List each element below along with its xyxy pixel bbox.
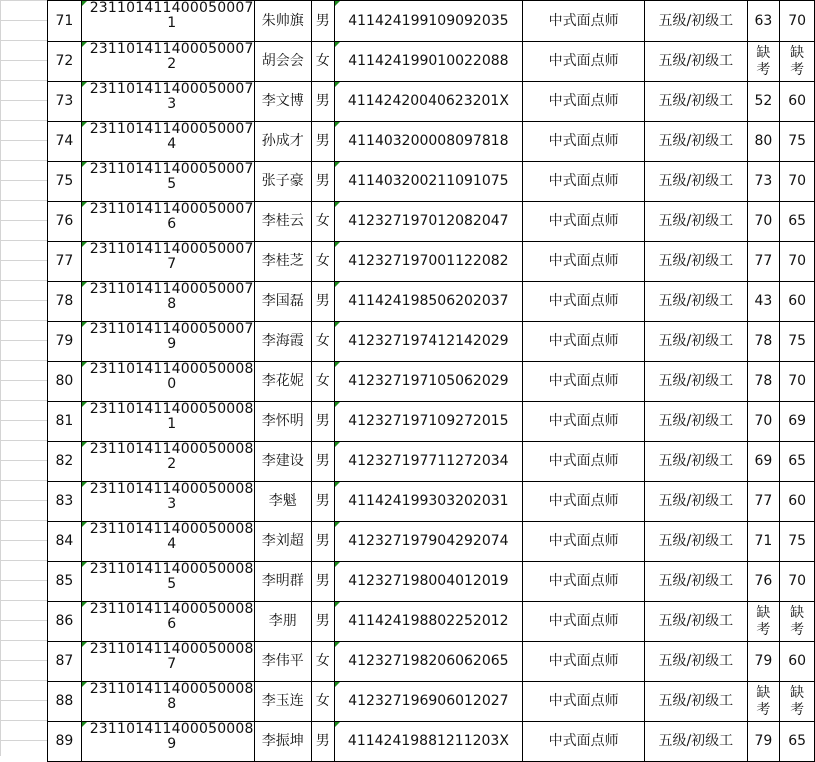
cell-ticket-number[interactable]	[81, 322, 254, 362]
exam-results-table	[47, 0, 815, 762]
cell-name[interactable]: 李国磊	[254, 282, 311, 322]
cell-number[interactable]: 71	[48, 1, 82, 42]
cell-ticket-number[interactable]	[81, 482, 254, 522]
cell-gender[interactable]: 男	[311, 402, 334, 442]
cell-level[interactable]: 五级/初级工	[645, 682, 747, 722]
ticket-number-part-1: 231101411400050008	[89, 401, 254, 417]
score-absent-char: 考	[756, 701, 771, 718]
cell-level[interactable]: 五级/初级工	[645, 362, 747, 402]
ticket-number-part-2: 2	[167, 56, 177, 72]
cell-number[interactable]: 84	[48, 522, 82, 562]
cell-level[interactable]: 五级/初级工	[645, 482, 747, 522]
cell-score-practical[interactable]: 70	[780, 1, 815, 42]
cell-number[interactable]: 78	[48, 282, 82, 322]
cell-name[interactable]: 李振坤	[254, 722, 311, 762]
cell-name[interactable]: 李朋	[254, 602, 311, 642]
cell-score-practical[interactable]: 75	[780, 322, 815, 362]
cell-number[interactable]: 88	[48, 682, 82, 722]
cell-score-theory[interactable]: 70	[747, 402, 780, 442]
cell-id-number[interactable]: 411403200008097818	[334, 122, 522, 162]
cell-score-theory[interactable]	[747, 42, 780, 82]
cell-ticket-number[interactable]	[81, 202, 254, 242]
cell-id-number[interactable]: 412327197109272015	[334, 402, 522, 442]
cell-level[interactable]: 五级/初级工	[645, 322, 747, 362]
score-absent-text	[780, 605, 814, 639]
cell-level[interactable]: 五级/初级工	[645, 602, 747, 642]
cell-name[interactable]: 李文博	[254, 82, 311, 122]
ticket-number-part-1: 231101411400050008	[89, 601, 254, 617]
cell-gender[interactable]: 男	[311, 562, 334, 602]
cell-occupation[interactable]: 中式面点师	[523, 522, 645, 562]
cell-score-practical[interactable]: 65	[780, 202, 815, 242]
cell-occupation[interactable]: 中式面点师	[523, 42, 645, 82]
cell-id-number[interactable]: 412327198004012019	[334, 562, 522, 602]
cell-gender[interactable]: 男	[311, 722, 334, 762]
cell-score-practical[interactable]: 65	[780, 722, 815, 762]
cell-ticket-number[interactable]	[81, 122, 254, 162]
cell-number[interactable]: 79	[48, 322, 82, 362]
cell-occupation[interactable]: 中式面点师	[523, 242, 645, 282]
table-row	[48, 402, 815, 442]
cell-gender[interactable]: 男	[311, 602, 334, 642]
ticket-number-part-1: 231101411400050008	[89, 481, 254, 497]
cell-level[interactable]: 五级/初级工	[645, 722, 747, 762]
cell-name[interactable]: 胡会会	[254, 42, 311, 82]
cell-occupation[interactable]: 中式面点师	[523, 162, 645, 202]
table-row	[48, 562, 815, 602]
cell-ticket-number[interactable]	[81, 402, 254, 442]
cell-id-number[interactable]: 412327197105062029	[334, 362, 522, 402]
ticket-number-part-2: 0	[167, 376, 177, 392]
cell-ticket-number[interactable]	[81, 362, 254, 402]
cell-level[interactable]: 五级/初级工	[645, 642, 747, 682]
cell-gender[interactable]: 女	[311, 242, 334, 282]
cell-id-number[interactable]: 41142419881211203X	[334, 722, 522, 762]
cell-id-number[interactable]: 412327197412142029	[334, 322, 522, 362]
cell-gender[interactable]: 男	[311, 522, 334, 562]
cell-ticket-number[interactable]	[81, 242, 254, 282]
score-absent-text	[780, 685, 814, 719]
cell-score-theory[interactable]: 71	[747, 522, 780, 562]
cell-number[interactable]: 87	[48, 642, 82, 682]
ticket-number-part-1: 231101411400050007	[89, 121, 254, 137]
cell-id-number[interactable]: 411403200211091075	[334, 162, 522, 202]
cell-occupation[interactable]: 中式面点师	[523, 122, 645, 162]
score-absent-char: 缺	[790, 44, 805, 61]
cell-id-number[interactable]: 411424199010022088	[334, 42, 522, 82]
cell-level[interactable]: 五级/初级工	[645, 202, 747, 242]
table-row	[48, 82, 815, 122]
cell-name[interactable]: 孙成才	[254, 122, 311, 162]
cell-level[interactable]: 五级/初级工	[645, 42, 747, 82]
ticket-number-part-2: 8	[167, 696, 177, 712]
cell-score-theory[interactable]: 77	[747, 242, 780, 282]
ticket-number-part-1: 231101411400050007	[89, 41, 254, 57]
cell-score-theory[interactable]: 52	[747, 82, 780, 122]
ticket-number-part-1: 231101411400050008	[89, 641, 254, 657]
cell-id-number[interactable]: 412327197001122082	[334, 242, 522, 282]
cell-occupation[interactable]: 中式面点师	[523, 682, 645, 722]
cell-gender[interactable]: 男	[311, 1, 334, 42]
score-absent-char: 考	[790, 621, 805, 638]
cell-ticket-number[interactable]	[81, 562, 254, 602]
ticket-number-part-2: 5	[167, 576, 177, 592]
score-absent-char: 缺	[790, 604, 805, 621]
cell-score-theory[interactable]: 80	[747, 122, 780, 162]
cell-occupation[interactable]: 中式面点师	[523, 602, 645, 642]
cell-number[interactable]: 73	[48, 82, 82, 122]
cell-ticket-number[interactable]	[81, 162, 254, 202]
cell-occupation[interactable]: 中式面点师	[523, 1, 645, 42]
table-row	[48, 42, 815, 82]
cell-level[interactable]: 五级/初级工	[645, 242, 747, 282]
cell-level[interactable]: 五级/初级工	[645, 82, 747, 122]
cell-ticket-number[interactable]	[81, 602, 254, 642]
cell-id-number[interactable]: 412327197904292074	[334, 522, 522, 562]
cell-gender[interactable]: 男	[311, 162, 334, 202]
cell-score-practical[interactable]: 70	[780, 242, 815, 282]
cell-name[interactable]: 李花妮	[254, 362, 311, 402]
cell-score-practical[interactable]	[780, 682, 815, 722]
cell-name[interactable]: 李桂芝	[254, 242, 311, 282]
cell-level[interactable]: 五级/初级工	[645, 522, 747, 562]
cell-score-practical[interactable]: 65	[780, 442, 815, 482]
ticket-number-part-1: 231101411400050008	[89, 721, 254, 737]
table-row	[48, 522, 815, 562]
cell-level[interactable]: 五级/初级工	[645, 442, 747, 482]
cell-name[interactable]: 李刘超	[254, 522, 311, 562]
ticket-number-part-2: 7	[167, 656, 177, 672]
cell-number[interactable]: 80	[48, 362, 82, 402]
cell-gender[interactable]: 男	[311, 282, 334, 322]
cell-name[interactable]: 朱帅旗	[254, 1, 311, 42]
cell-ticket-number[interactable]	[81, 522, 254, 562]
ticket-number-part-2: 4	[167, 136, 177, 152]
score-absent-text	[748, 605, 780, 639]
cell-score-theory[interactable]: 73	[747, 162, 780, 202]
cell-level[interactable]: 五级/初级工	[645, 562, 747, 602]
cell-name[interactable]: 李玉连	[254, 682, 311, 722]
cell-score-practical[interactable]: 70	[780, 162, 815, 202]
cell-score-practical[interactable]: 60	[780, 82, 815, 122]
table-row	[48, 642, 815, 682]
ticket-number-part-1: 231101411400050007	[89, 281, 254, 297]
ticket-number-part-1: 231101411400050007	[89, 321, 254, 337]
cell-score-theory[interactable]: 79	[747, 722, 780, 762]
ticket-number-part-1: 231101411400050007	[89, 0, 254, 16]
cell-score-theory[interactable]: 76	[747, 562, 780, 602]
cell-number[interactable]: 76	[48, 202, 82, 242]
cell-ticket-number[interactable]	[81, 42, 254, 82]
ticket-number-part-2: 6	[167, 616, 177, 632]
cell-number[interactable]: 89	[48, 722, 82, 762]
cell-score-theory[interactable]	[747, 682, 780, 722]
ticket-number-part-2: 9	[167, 736, 177, 752]
cell-gender[interactable]: 女	[311, 642, 334, 682]
table-row	[48, 1, 815, 42]
ticket-number-part-2: 3	[167, 96, 177, 112]
ticket-number-part-1: 231101411400050008	[89, 361, 254, 377]
cell-occupation[interactable]: 中式面点师	[523, 442, 645, 482]
cell-occupation[interactable]: 中式面点师	[523, 642, 645, 682]
cell-number[interactable]: 83	[48, 482, 82, 522]
cell-number[interactable]: 81	[48, 402, 82, 442]
cell-name[interactable]: 李建设	[254, 442, 311, 482]
table-row	[48, 482, 815, 522]
ticket-number-part-1: 231101411400050007	[89, 81, 254, 97]
cell-score-theory[interactable]: 43	[747, 282, 780, 322]
cell-score-practical[interactable]: 70	[780, 362, 815, 402]
cell-score-practical[interactable]	[780, 602, 815, 642]
table-row	[48, 322, 815, 362]
table-row	[48, 682, 815, 722]
cell-score-theory[interactable]: 78	[747, 362, 780, 402]
cell-gender[interactable]: 男	[311, 122, 334, 162]
cell-name[interactable]: 李桂云	[254, 202, 311, 242]
cell-occupation[interactable]: 中式面点师	[523, 282, 645, 322]
score-absent-char: 缺	[790, 684, 805, 701]
cell-ticket-number[interactable]	[81, 282, 254, 322]
cell-id-number[interactable]: 411424198802252012	[334, 602, 522, 642]
score-absent-text	[748, 45, 780, 79]
cell-score-theory[interactable]: 63	[747, 1, 780, 42]
ticket-number-part-2: 9	[167, 336, 177, 352]
table-row	[48, 162, 815, 202]
cell-gender[interactable]: 女	[311, 362, 334, 402]
ticket-number-part-2: 3	[167, 496, 177, 512]
cell-id-number[interactable]: 412327198206062065	[334, 642, 522, 682]
cell-occupation[interactable]: 中式面点师	[523, 562, 645, 602]
cell-ticket-number[interactable]	[81, 82, 254, 122]
ticket-number-part-2: 1	[167, 15, 177, 31]
cell-occupation[interactable]: 中式面点师	[523, 722, 645, 762]
cell-level[interactable]: 五级/初级工	[645, 1, 747, 42]
cell-occupation[interactable]: 中式面点师	[523, 82, 645, 122]
ticket-number-part-2: 5	[167, 176, 177, 192]
score-absent-char: 考	[790, 701, 805, 718]
cell-level[interactable]: 五级/初级工	[645, 402, 747, 442]
table-row	[48, 122, 815, 162]
ticket-number-part-2: 2	[167, 456, 177, 472]
score-absent-char: 缺	[756, 44, 771, 61]
cell-number[interactable]: 74	[48, 122, 82, 162]
cell-occupation[interactable]: 中式面点师	[523, 202, 645, 242]
table-row	[48, 362, 815, 402]
cell-score-practical[interactable]: 60	[780, 282, 815, 322]
ticket-number-part-2: 4	[167, 536, 177, 552]
cell-occupation[interactable]: 中式面点师	[523, 322, 645, 362]
table-row	[48, 442, 815, 482]
cell-score-theory[interactable]: 69	[747, 442, 780, 482]
cell-number[interactable]: 82	[48, 442, 82, 482]
cell-occupation[interactable]: 中式面点师	[523, 402, 645, 442]
cell-name[interactable]: 李明群	[254, 562, 311, 602]
ticket-number-part-1: 231101411400050007	[89, 201, 254, 217]
cell-score-practical[interactable]: 75	[780, 522, 815, 562]
cell-number[interactable]: 86	[48, 602, 82, 642]
table-row	[48, 602, 815, 642]
cell-score-practical[interactable]: 75	[780, 122, 815, 162]
cell-ticket-number[interactable]	[81, 442, 254, 482]
cell-name[interactable]: 李怀明	[254, 402, 311, 442]
cell-name[interactable]: 李海霞	[254, 322, 311, 362]
cell-ticket-number[interactable]	[81, 642, 254, 682]
cell-score-theory[interactable]: 70	[747, 202, 780, 242]
cell-number[interactable]: 72	[48, 42, 82, 82]
cell-score-theory[interactable]: 77	[747, 482, 780, 522]
cell-name[interactable]: 李魁	[254, 482, 311, 522]
cell-ticket-number[interactable]	[81, 682, 254, 722]
ticket-number-part-2: 6	[167, 216, 177, 232]
cell-gender[interactable]: 女	[311, 322, 334, 362]
cell-id-number[interactable]: 412327197711272034	[334, 442, 522, 482]
score-absent-text	[748, 685, 780, 719]
ticket-number-part-2: 8	[167, 296, 177, 312]
ticket-number-part-1: 231101411400050007	[89, 161, 254, 177]
cell-level[interactable]: 五级/初级工	[645, 162, 747, 202]
ticket-number-part-1: 231101411400050008	[89, 681, 254, 697]
cell-gender[interactable]: 女	[311, 202, 334, 242]
score-absent-char: 缺	[756, 684, 771, 701]
score-absent-char: 考	[756, 621, 771, 638]
cell-gender[interactable]: 男	[311, 82, 334, 122]
ticket-number-part-1: 231101411400050008	[89, 561, 254, 577]
score-absent-char: 缺	[756, 604, 771, 621]
cell-number[interactable]: 75	[48, 162, 82, 202]
cell-gender[interactable]: 女	[311, 682, 334, 722]
cell-score-theory[interactable]	[747, 602, 780, 642]
score-absent-char: 考	[790, 61, 805, 78]
cell-occupation[interactable]: 中式面点师	[523, 362, 645, 402]
ticket-number-part-2: 7	[167, 256, 177, 272]
cell-level[interactable]: 五级/初级工	[645, 282, 747, 322]
cell-number[interactable]: 77	[48, 242, 82, 282]
ticket-number-part-2: 1	[167, 416, 177, 432]
table-row	[48, 202, 815, 242]
ticket-number-part-1: 231101411400050007	[89, 241, 254, 257]
cell-level[interactable]: 五级/初级工	[645, 122, 747, 162]
cell-name[interactable]: 张子豪	[254, 162, 311, 202]
ticket-number-part-1: 231101411400050008	[89, 521, 254, 537]
score-absent-text	[780, 45, 814, 79]
table-row	[48, 282, 815, 322]
cell-number[interactable]: 85	[48, 562, 82, 602]
cell-occupation[interactable]: 中式面点师	[523, 482, 645, 522]
table-row	[48, 242, 815, 282]
ticket-number-part-1: 231101411400050008	[89, 441, 254, 457]
cell-score-practical[interactable]: 60	[780, 482, 815, 522]
cell-score-theory[interactable]: 78	[747, 322, 780, 362]
cell-id-number[interactable]: 411424199109092035	[334, 1, 522, 42]
cell-id-number[interactable]: 411424199303202031	[334, 482, 522, 522]
table-body	[48, 1, 815, 762]
cell-score-practical[interactable]	[780, 42, 815, 82]
cell-score-practical[interactable]: 69	[780, 402, 815, 442]
cell-score-practical[interactable]: 60	[780, 642, 815, 682]
cell-score-practical[interactable]: 70	[780, 562, 815, 602]
cell-id-number[interactable]: 412327196906012027	[334, 682, 522, 722]
cell-name[interactable]: 李伟平	[254, 642, 311, 682]
cell-ticket-number[interactable]	[81, 1, 254, 42]
score-absent-char: 考	[756, 61, 771, 78]
cell-id-number[interactable]: 412327197012082047	[334, 202, 522, 242]
cell-id-number[interactable]: 411424198506202037	[334, 282, 522, 322]
cell-gender[interactable]: 男	[311, 442, 334, 482]
cell-gender[interactable]: 男	[311, 482, 334, 522]
cell-score-theory[interactable]: 79	[747, 642, 780, 682]
cell-id-number[interactable]: 41142420040623201X	[334, 82, 522, 122]
cell-gender[interactable]: 女	[311, 42, 334, 82]
